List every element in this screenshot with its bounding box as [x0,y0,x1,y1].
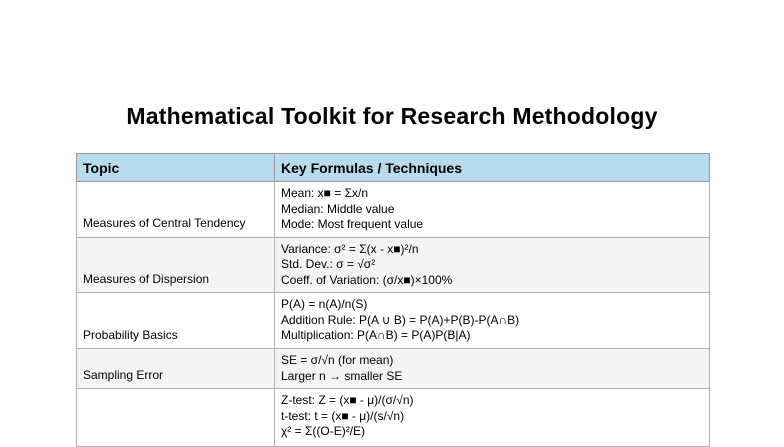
formulas-cell [275,237,710,293]
document-title: Mathematical Toolkit for Research Methodology [126,103,658,129]
formulas-cell [275,349,710,389]
header-formulas: Key Formulas / Techniques [275,154,710,182]
topic-cell: Measures of Dispersion [77,237,275,293]
topic-cell: Measures of Central Tendency [77,182,275,238]
topic-cell: Probability Basics [77,293,275,349]
formula-line: Z-test: Z = (x■ - μ)/(σ/√n) [281,393,414,407]
table-row [77,293,710,349]
header-topic: Topic [77,154,275,182]
formula-line: Variance: σ² = Σ(x - x■)²/n [281,241,419,256]
table-header-row [77,154,710,182]
formulas-cell [275,293,710,349]
formula-line: Median: Middle value [281,201,395,216]
formulas-cell [275,389,710,447]
table-row [77,182,710,238]
formula-line: Mode: Most frequent value [281,217,424,231]
formula-line: Larger n → smaller SE [281,368,403,383]
formula-line: P(A) = n(A)/n(S) [281,297,368,311]
formulas-cell [275,182,710,238]
formula-table [76,153,710,447]
formula-line: χ² = Σ((O-E)²/E) [281,424,366,438]
formula-line: SE = σ/√n (for mean) [281,353,394,367]
formula-line: t-test: t = (x■ - μ)/(s/√n) [281,408,405,423]
table-row [77,237,710,293]
formula-line: Addition Rule: P(A ∪ B) = P(A)+P(B)-P(A∩B) [281,312,520,327]
formula-line: Std. Dev.: σ = √σ² [281,257,376,271]
topic-cell [77,389,275,447]
table-row [77,349,710,389]
topic-cell: Sampling Error [77,349,275,389]
formula-line: Mean: x■ = Σx/n [281,186,369,200]
formula-line: Multiplication: P(A∩B) = P(A)P(B|A) [281,328,471,342]
formula-line: Coeff. of Variation: (σ/x■)×100% [281,272,453,287]
table-row [77,389,710,447]
